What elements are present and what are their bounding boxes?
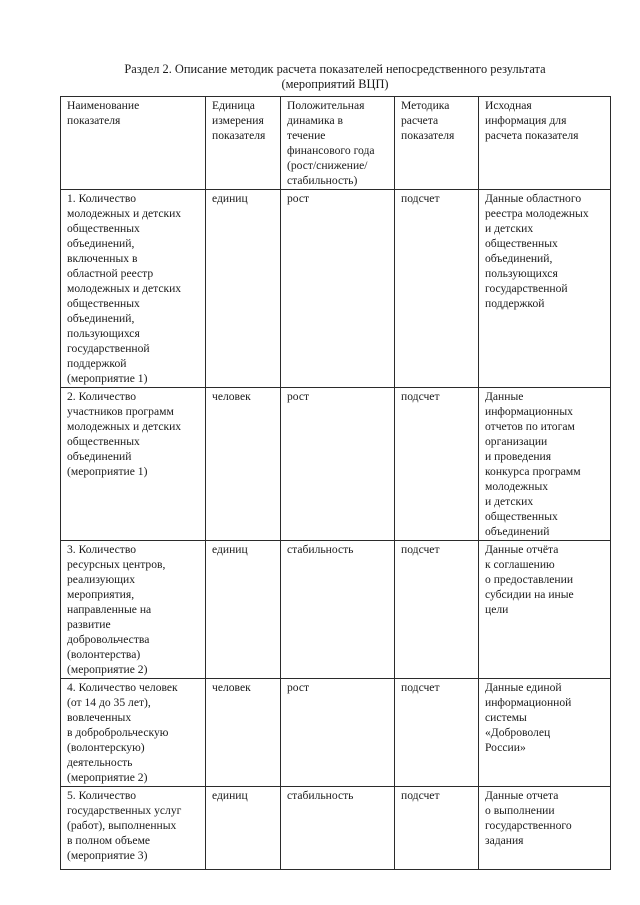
table-row xyxy=(61,388,611,541)
dynamics-cell: стабильность xyxy=(281,787,395,870)
unit-cell: единиц xyxy=(206,787,281,870)
unit-cell: единиц xyxy=(206,190,281,388)
method-cell: подсчет xyxy=(395,190,479,388)
header-dynamics: Положительная динамика в течение финансового года (рост/снижение/ стабильность) xyxy=(281,97,395,190)
source-cell: Данные единой информационной системы «Доброволец России» xyxy=(479,679,611,787)
method-cell: подсчет xyxy=(395,541,479,679)
unit-cell: человек xyxy=(206,679,281,787)
indicator-name-cell: 1. Количество молодежных и детских общественных объединений, включенных в областной реестр молодежных и детских общественных объединений, пользующихся государственной поддержкой (мероприятие 1) xyxy=(61,190,206,388)
header-indicator-name: Наименование показателя xyxy=(61,97,206,190)
method-cell: подсчет xyxy=(395,679,479,787)
section-heading-line-1: Раздел 2. Описание методик расчета показателей непосредственного результата xyxy=(124,62,546,76)
unit-cell: единиц xyxy=(206,541,281,679)
table-row xyxy=(61,190,611,388)
indicator-name-cell: 4. Количество человек (от 14 до 35 лет), вовлеченных в доброброльческую (волонтерскую) деятельность (мероприятие 2) xyxy=(61,679,206,787)
source-cell: Данные областного реестра молодежных и детских общественных объединений, пользующихся государственной поддержкой xyxy=(479,190,611,388)
dynamics-cell: рост xyxy=(281,679,395,787)
indicator-name-cell: 2. Количество участников программ молодежных и детских общественных объединений (мероприятие 1) xyxy=(61,388,206,541)
source-cell: Данные отчета о выполнении государственного задания xyxy=(479,787,611,870)
method-cell: подсчет xyxy=(395,787,479,870)
dynamics-cell: стабильность xyxy=(281,541,395,679)
indicator-name-cell: 3. Количество ресурсных центров, реализующих мероприятия, направленные на развитие добровольчества (волонтерства) (мероприятие 2) xyxy=(61,541,206,679)
method-cell: подсчет xyxy=(395,388,479,541)
unit-cell: человек xyxy=(206,388,281,541)
source-cell: Данные отчёта к соглашению о предоставлении субсидии на иные цели xyxy=(479,541,611,679)
table-row xyxy=(61,787,611,870)
section-heading xyxy=(60,62,610,92)
header-unit: Единица измерения показателя xyxy=(206,97,281,190)
indicator-name-cell: 5. Количество государственных услуг (работ), выполненных в полном объеме (мероприятие 3) xyxy=(61,787,206,870)
source-cell: Данные информационных отчетов по итогам организации и проведения конкурса программ молодежных и детских общественных объединений xyxy=(479,388,611,541)
header-method: Методика расчета показателя xyxy=(395,97,479,190)
table-header-row xyxy=(61,97,611,190)
section-heading-line-2: (мероприятий ВЦП) xyxy=(281,77,389,91)
indicators-table xyxy=(60,96,611,870)
table-row xyxy=(61,541,611,679)
dynamics-cell: рост xyxy=(281,388,395,541)
dynamics-cell: рост xyxy=(281,190,395,388)
table-row xyxy=(61,679,611,787)
header-source: Исходная информация для расчета показателя xyxy=(479,97,611,190)
